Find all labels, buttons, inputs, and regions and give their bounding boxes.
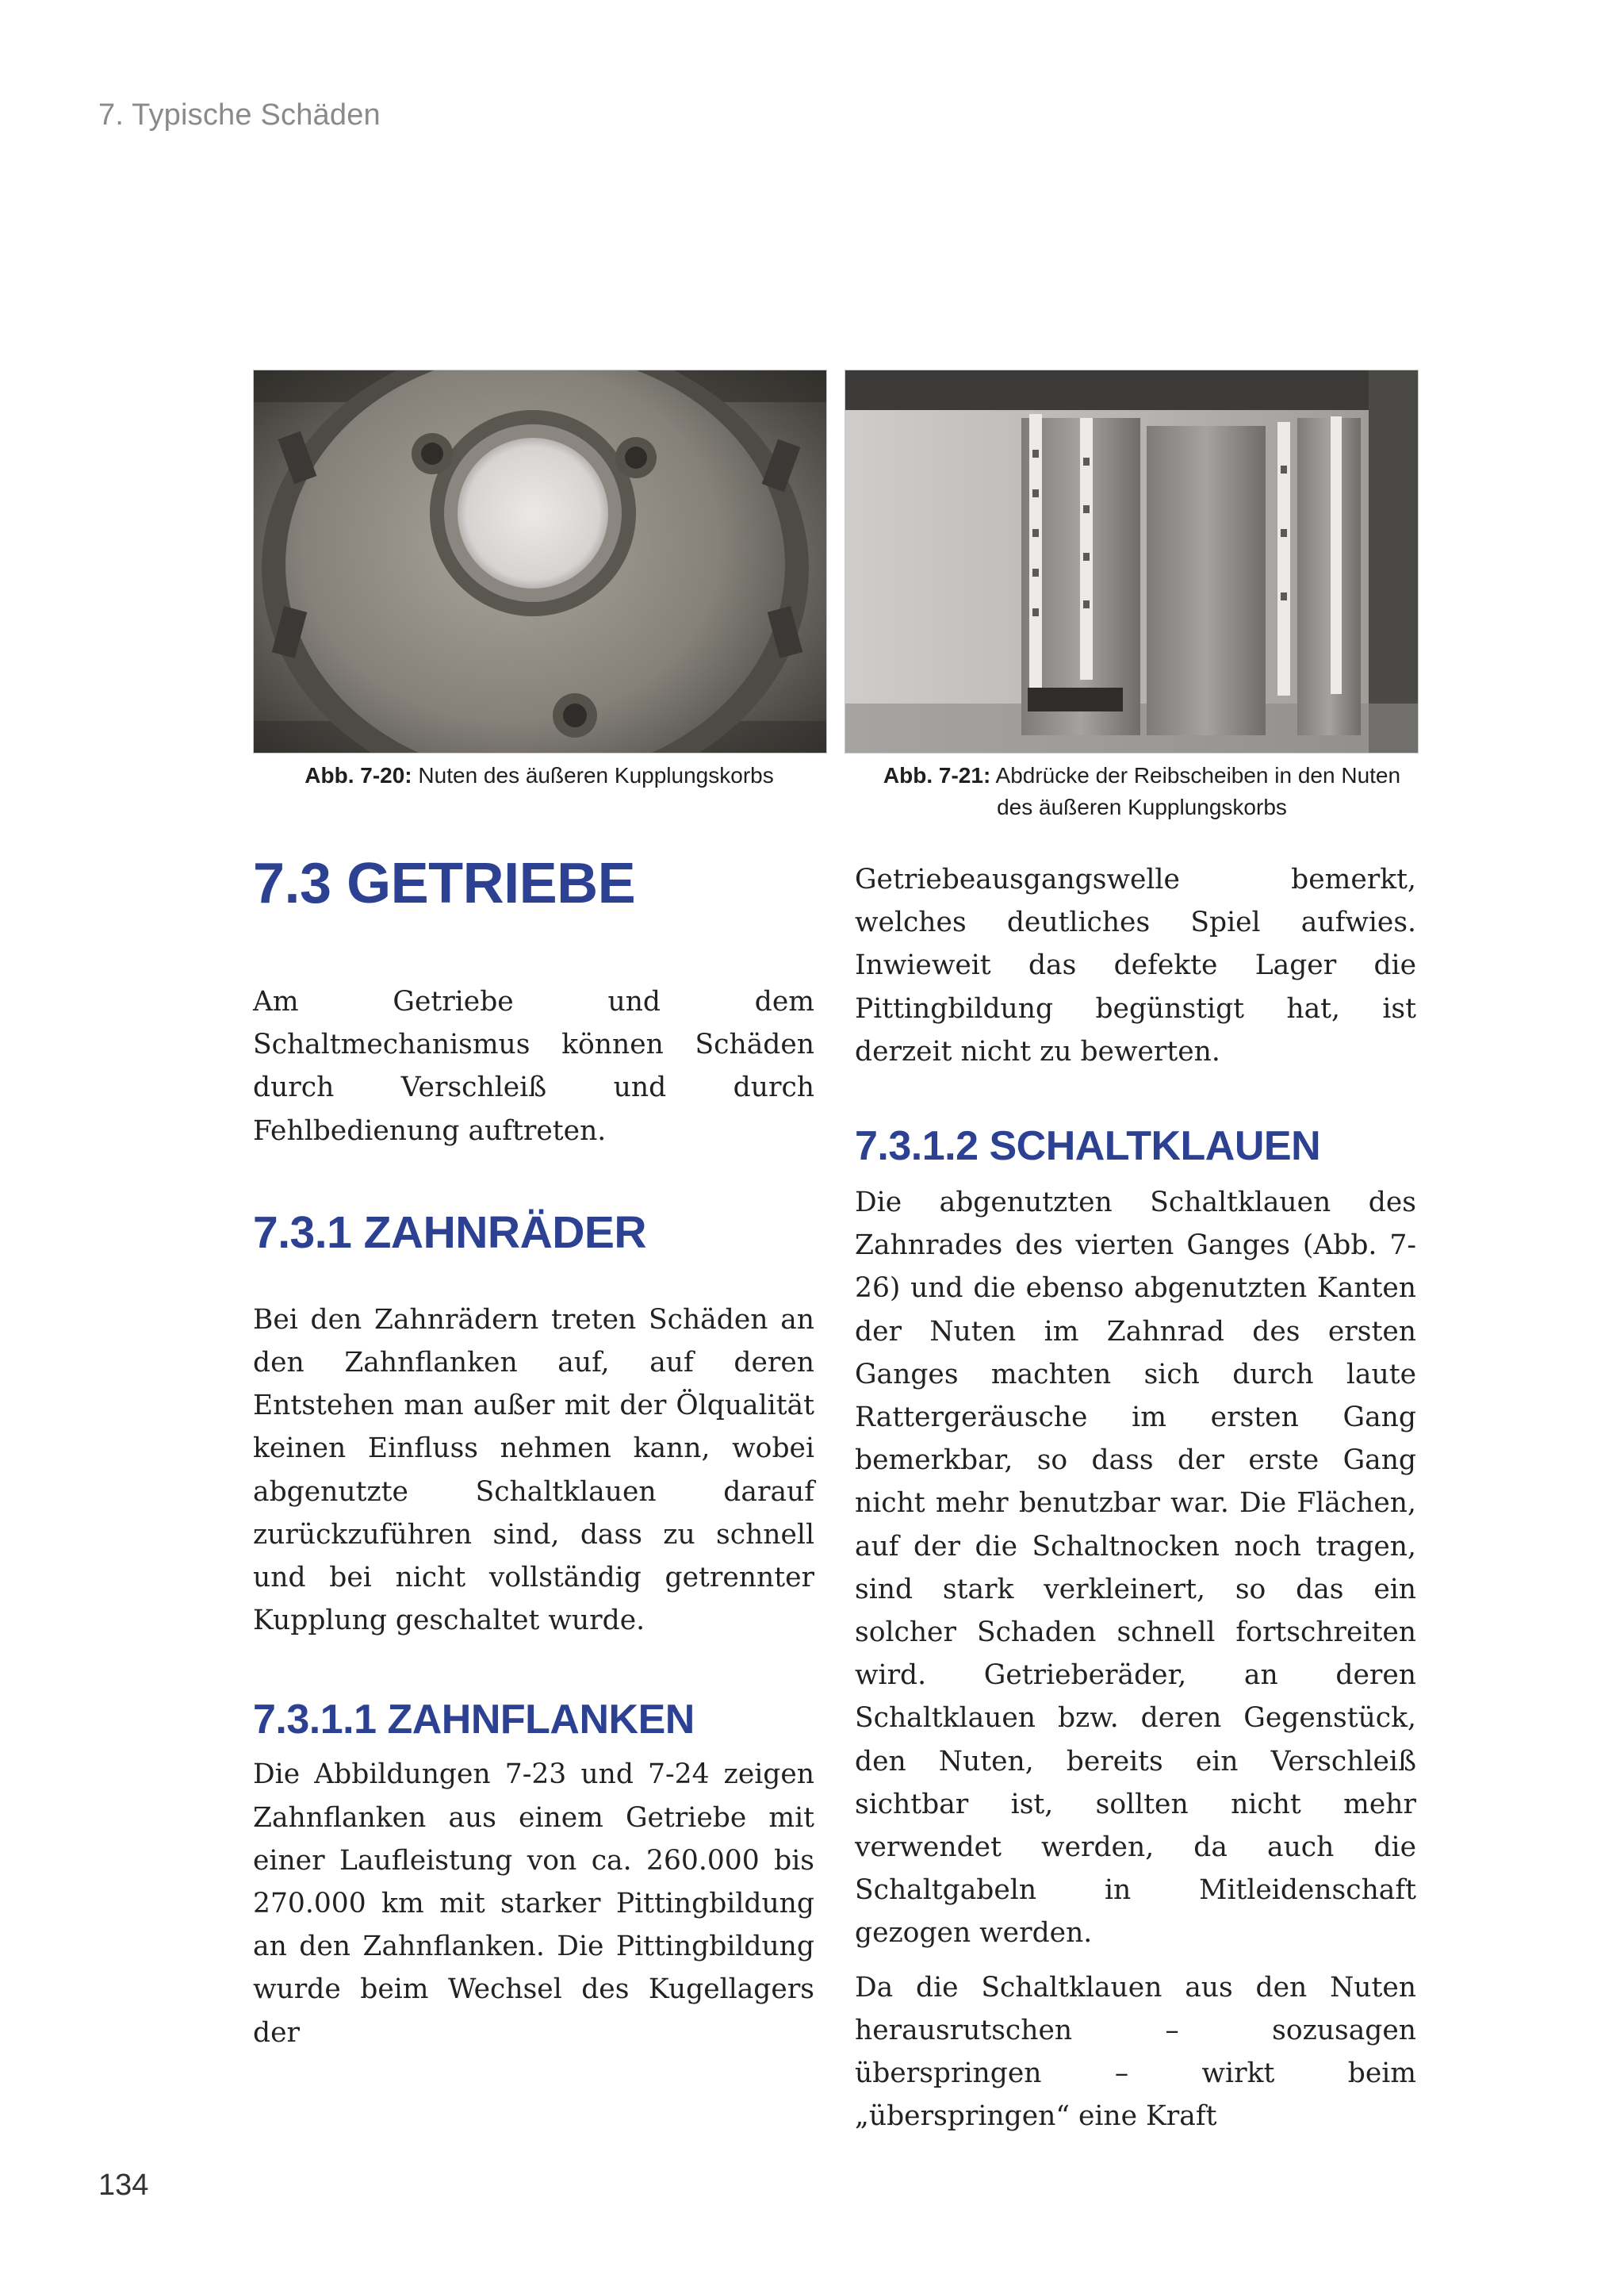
figure-caption-7-20 [253,760,825,792]
zahnflanken-continuation: Getriebeausgangswelle bemerkt, welches deutliches Spiel aufwies. Inwieweit das defekte Lager die Pittingbildung begünstigt hat, ist derzeit nicht zu bewerten. [855,864,1416,1068]
schaltklauen-paragraph-1: Die abgenutzten Schaltklauen des Zahnrades des vierten Ganges (Abb. 7-26) und die ebenso abgenutzten Kanten der Nuten im Zahnrad des ersten Ganges machten sich durch laute Rattergeräusche im ersten Gang bemerkbar, so dass der erste Gang nicht mehr benutzbar war. Die Flächen, auf der die Schaltnocken noch tragen, sind stark verkleinert, so das ein solcher Schaden schnell fortschreiten wird. Getrieberäder, an deren Schaltklauen bzw. deren Gegenstück, den Nuten, bereits ein Verschleiß sichtbar ist, sollten nicht mehr verwendet werden, da auch die Schaltgabeln in Mitleidenschaft gezogen werden. [855,1187,1416,1950]
left-column [253,849,814,2054]
caption-label: Abb. 7-20: [304,763,412,788]
friction-imprints-illustration [845,370,1418,753]
figure-caption-7-21 [845,760,1439,823]
figure-clutch-basket-photo [253,370,827,754]
schaltklauen-paragraph-2: Da die Schaltklauen aus den Nuten herausrutschen – sozusagen überspringen – wirkt beim „überspringen“ eine Kraft [855,1971,1416,2133]
page-number: 134 [98,2169,149,2202]
caption-text-line2: des äußeren Kupplungskorbs [997,795,1287,819]
section-heading-7-3-1-2: 7.3.1.2 SCHALTKLAUEN [855,1123,1321,1170]
section-heading-7-3-1-1: 7.3.1.1 ZAHNFLANKEN [253,1697,695,1743]
figure-friction-imprints-photo [845,370,1419,754]
right-column [855,858,1416,2138]
caption-text: Abdrücke der Reibscheiben in den Nuten [995,763,1401,788]
section-heading-7-3: 7.3 GETRIEBE [253,852,636,915]
section-heading-7-3-1: 7.3.1 ZAHNRÄDER [253,1206,647,1258]
caption-text: Nuten des äußeren Kupplungskorbs [418,763,774,788]
zahnflanken-paragraph: Die Abbildungen 7-23 und 7-24 zeigen Zahnflanken aus einem Getriebe mit einer Laufleistung von ca. 260.000 bis 270.000 km mit starker Pittingbildung an den Zahnflanken. Die Pittingbildung wurde beim Wechsel des Kugellagers der [253,1758,814,2049]
clutch-basket-illustration [254,370,826,753]
zahnraeder-paragraph: Bei den Zahnrädern treten Schäden an den Zahnflanken auf, auf deren Entstehen man außer mit der Ölqualität keinen Einfluss nehmen kann, wobei abgenutzte Schaltklauen darauf zurückzuführen sind, dass zu schnell und bei nicht vollständig getrennter Kupplung geschaltet wurde. [253,1303,814,1637]
section-intro-paragraph: Am Getriebe und dem Schaltmechanismus können Schäden durch Verschleiß und durch Fehlbedienung auftreten. [253,986,814,1147]
running-head: 7. Typische Schäden [98,98,381,132]
caption-label: Abb. 7-21: [883,763,991,788]
